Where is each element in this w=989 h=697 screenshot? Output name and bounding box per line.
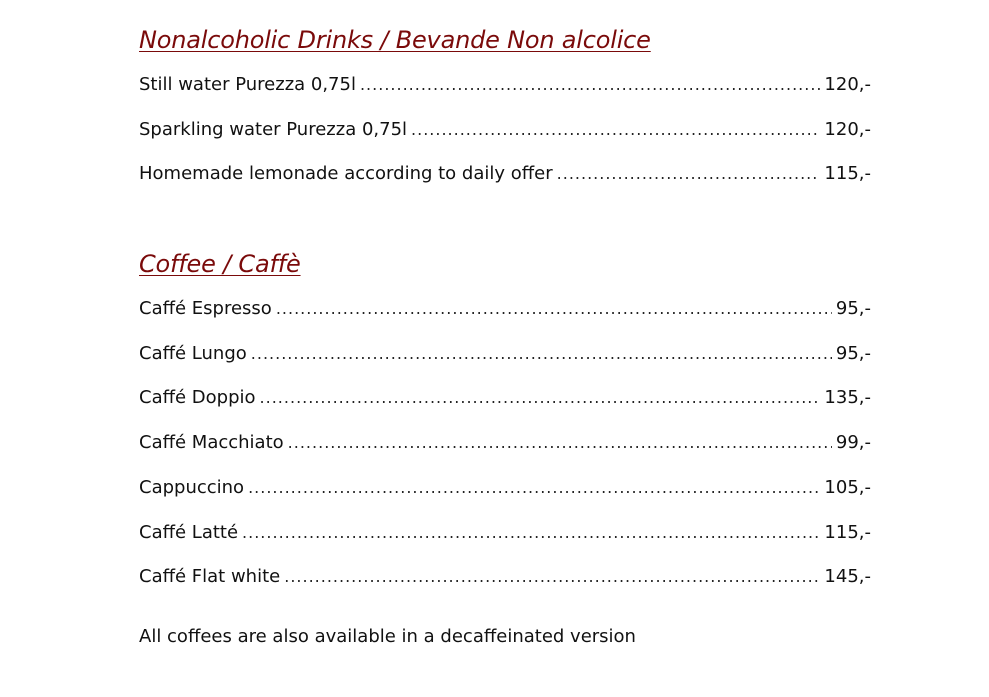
section-title-drinks: Nonalcoholic Drinks / Bevande Non alcolice [139, 26, 651, 54]
dot-leader [242, 511, 820, 556]
item-name: Caffé Lungo [139, 342, 247, 364]
decaf-note: All coffees are also available in a decaffeinated version [139, 625, 636, 647]
item-name: Caffé Doppio [139, 387, 256, 409]
item-price: 120,- [824, 74, 871, 95]
dot-leader [557, 152, 821, 197]
section-title-coffee: Coffee / Caffè [139, 250, 301, 279]
item-price: 95,- [835, 342, 871, 364]
menu-item [139, 421, 871, 466]
menu [139, 20, 871, 649]
item-name: Cappuccino [139, 476, 245, 498]
menu-item [139, 555, 871, 600]
dot-leader [288, 421, 832, 466]
menu-item [139, 376, 871, 421]
dot-leader [248, 466, 820, 511]
item-price: 135,- [824, 387, 871, 409]
menu-item [139, 152, 871, 197]
item-name: Homemade lemonade according to daily offer [139, 163, 553, 185]
item-price: 115,- [824, 163, 871, 185]
item-name: Caffé Espresso [139, 298, 272, 320]
menu-item [139, 108, 871, 153]
item-name: Caffé Latté [139, 521, 239, 543]
item-price: 145,- [824, 566, 871, 588]
menu-item [139, 332, 871, 377]
menu-item [139, 63, 871, 108]
item-price: 105,- [824, 476, 871, 498]
menu-item [139, 511, 871, 556]
item-price: 120,- [824, 118, 871, 140]
section-coffee [139, 244, 871, 600]
menu-item [139, 466, 871, 511]
drinks-list [139, 63, 871, 197]
item-price: 99,- [835, 432, 871, 454]
item-name: Still water Purezza 0,75l [139, 74, 356, 95]
item-price: 115,- [824, 521, 871, 543]
dot-leader [251, 332, 832, 377]
item-price: 95,- [835, 298, 871, 320]
dot-leader [276, 287, 832, 332]
item-name: Caffé Macchiato [139, 432, 284, 454]
menu-item [139, 287, 871, 332]
dot-leader [360, 63, 820, 108]
dot-leader [411, 108, 820, 153]
item-name: Sparkling water Purezza 0,75l [139, 118, 408, 140]
dot-leader [284, 555, 820, 600]
coffee-list [139, 287, 871, 600]
dot-leader [260, 376, 821, 421]
section-nonalcoholic-drinks [139, 20, 871, 197]
item-name: Caffé Flat white [139, 566, 281, 588]
